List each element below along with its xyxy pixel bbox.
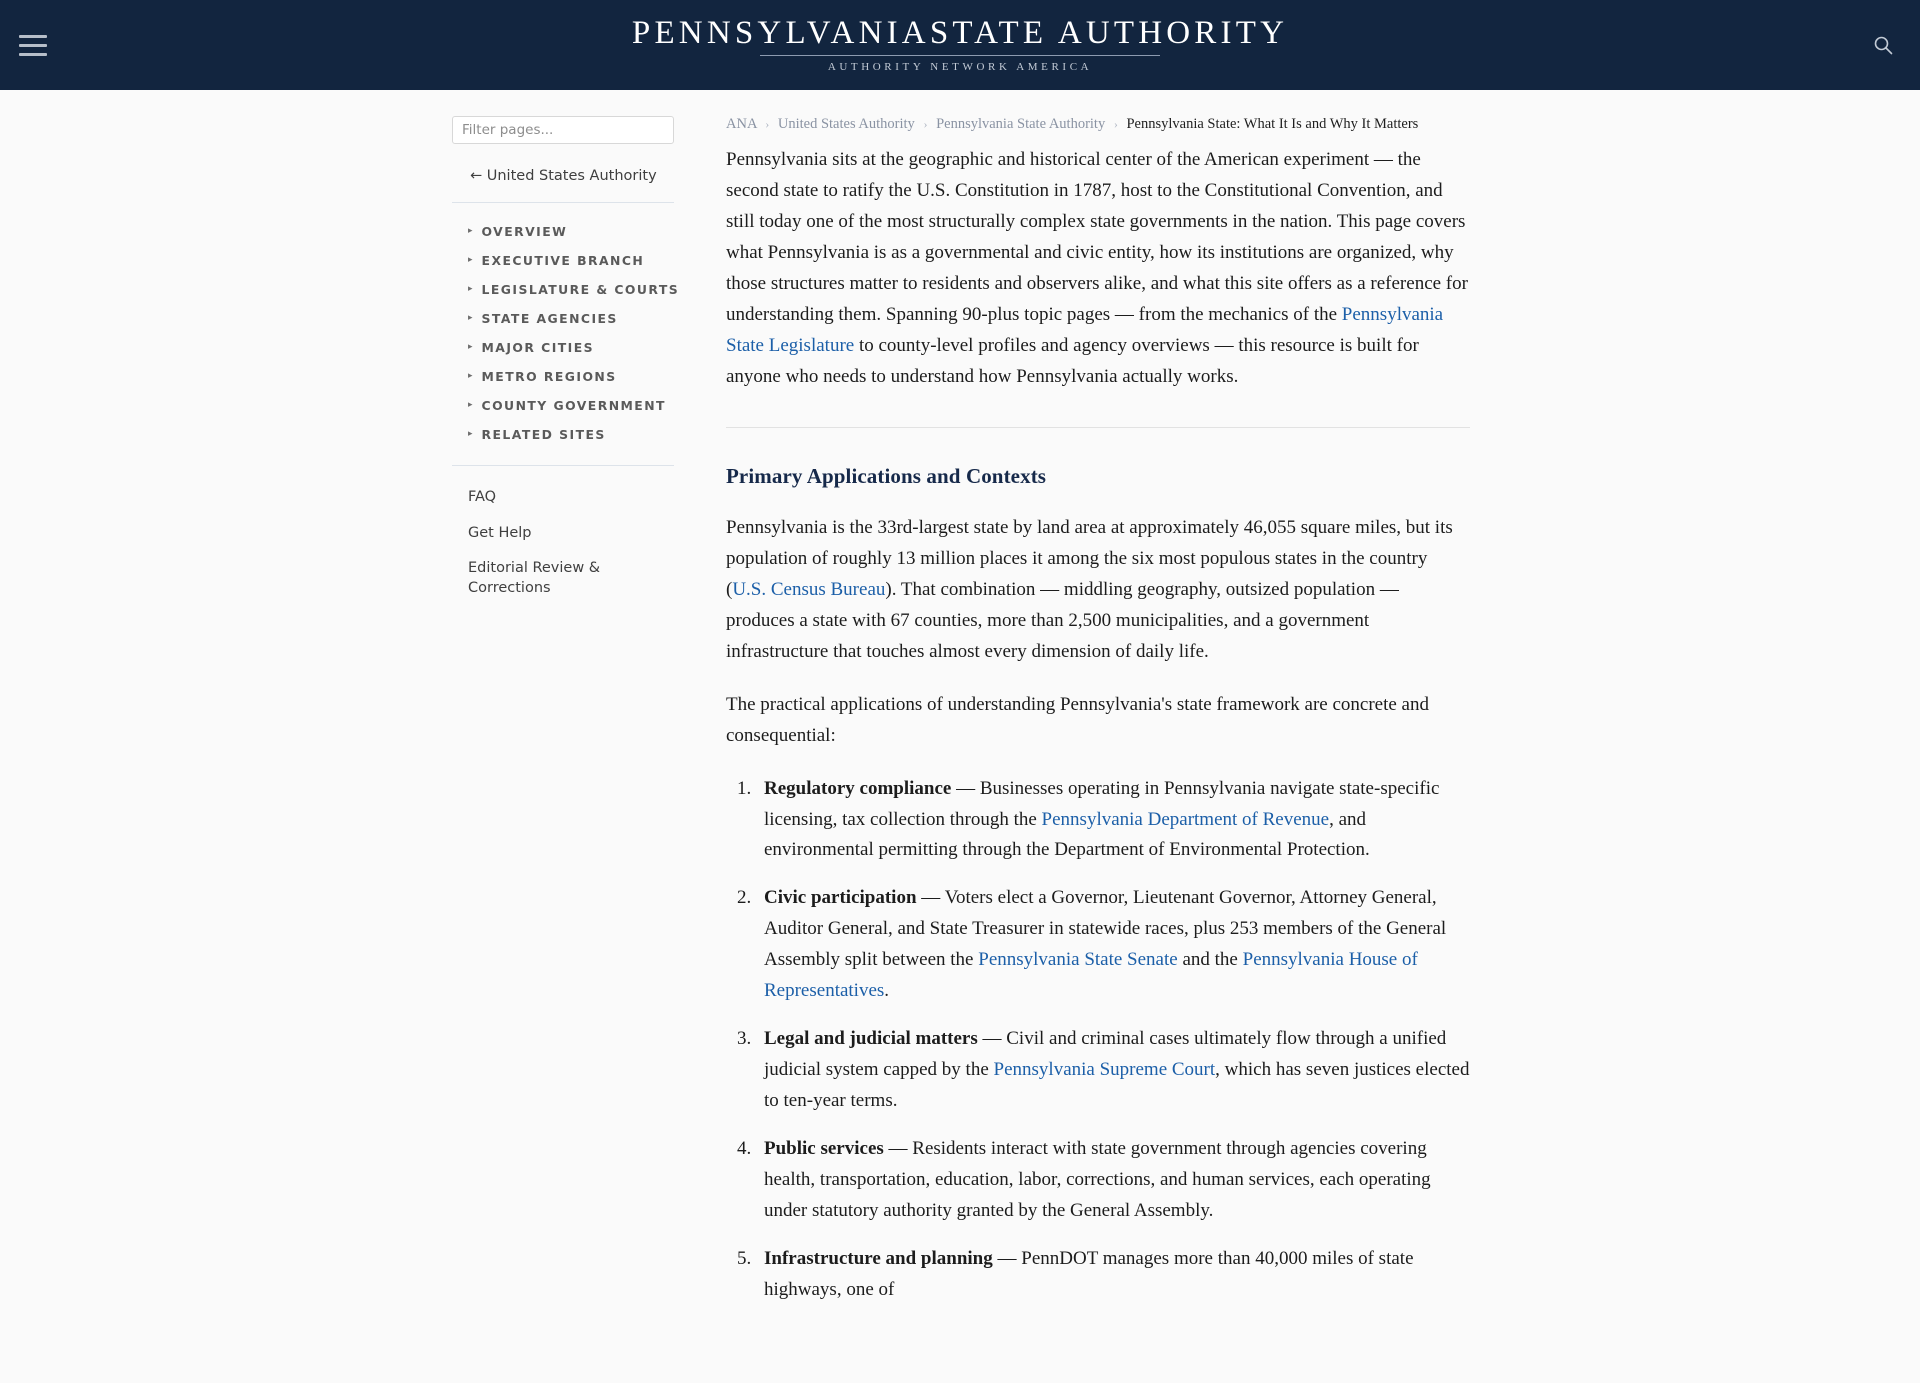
list-item: [756, 774, 1470, 867]
sidebar-item-label: RELATED SITES: [481, 427, 606, 442]
sidebar-item-metro-regions[interactable]: [452, 362, 674, 391]
list-item-term: Legal and judicial matters: [764, 1028, 978, 1050]
list-item-term: Public services: [764, 1138, 884, 1160]
hamburger-icon[interactable]: [14, 28, 52, 62]
hamburger-bar-2: [19, 44, 47, 47]
chevron-right-icon: ▸: [468, 255, 473, 265]
link-pennsylvania-house-of-representatives[interactable]: Pennsylvania House of Representatives: [764, 949, 1418, 1002]
section-heading-primary-applications: Primary Applications and Contexts: [726, 463, 1047, 488]
sidebar-link-editorial-review[interactable]: Editorial Review & Corrections: [468, 560, 601, 596]
sidebar-item-label: EXECUTIVE BRANCH: [481, 253, 645, 268]
search-icon[interactable]: [1866, 28, 1900, 62]
sidebar-item-overview[interactable]: [452, 217, 674, 246]
p2-text-after: ). That combination — middling geography, outsized population — produces a state with 67 counties, more than 2,500 municipalities, and a government infrastructure that touches almost every dimension of daily life.: [726, 578, 1399, 662]
chevron-right-icon: ▸: [468, 226, 473, 236]
list-item-term: Infrastructure and planning: [764, 1248, 993, 1270]
sidebar-link-get-help[interactable]: Get Help: [468, 524, 532, 541]
link-pennsylvania-supreme-court[interactable]: Pennsylvania Supreme Court: [993, 1059, 1216, 1081]
list-item-term: Regulatory compliance: [764, 777, 952, 799]
hamburger-bar-1: [19, 35, 47, 38]
lead-text-after: to county-level profiles and agency overviews — this resource is built for anyone who needs to understand how Pennsylvania actually works.: [726, 334, 1419, 387]
section-divider: [726, 427, 1470, 428]
p2-text-before: Pennsylvania is the 33rd-largest state by land area at approximately 46,055 square miles, but its population of roughly 13 million places it among the six most populous states in the country (: [726, 516, 1453, 600]
sidebar-item-label: OVERVIEW: [481, 224, 568, 239]
site-header: [0, 0, 1920, 90]
sidebar: [452, 116, 680, 646]
hamburger-bar-3: [19, 53, 47, 56]
site-brand[interactable]: [632, 17, 1288, 73]
list-item-text-after: , which has seven justices elected to ten-year terms.: [764, 1059, 1470, 1112]
sidebar-back-link[interactable]: ← United States Authority: [470, 168, 657, 184]
brand-divider: [760, 55, 1160, 56]
list-item: [756, 1244, 1470, 1306]
chevron-right-icon: ▸: [468, 400, 473, 410]
sidebar-item-executive-branch[interactable]: [452, 246, 674, 275]
list-item: [756, 1134, 1470, 1227]
sidebar-item-county-government[interactable]: [452, 391, 674, 420]
chevron-right-icon: ▸: [468, 429, 473, 439]
sidebar-item-label: METRO REGIONS: [481, 369, 617, 384]
list-item-text-before: — PennDOT manages more than 40,000 miles of state highways, one of: [764, 1248, 1414, 1301]
main-content: [726, 116, 1470, 1383]
breadcrumb-separator: ›: [923, 117, 928, 131]
breadcrumb-separator: ›: [1113, 117, 1118, 131]
list-item: [756, 883, 1470, 1007]
list-item: [756, 1024, 1470, 1117]
sidebar-item-related-sites[interactable]: [452, 420, 674, 449]
breadcrumb: [726, 116, 1470, 133]
lead-text-before: Pennsylvania sits at the geographic and historical center of the American experiment — the second state to ratify the U.S. Constitution in 1787, host to the Constitutional Convention, and still today one of the most structurally complex state governments in the nation. This page covers what Pennsylvania is as a governmental and civic entity, how its institutions are organized, why those structures matter to residents and observers alike, and what this site offers as a reference for understanding them. Spanning 90-plus topic pages — from the mechanics of the: [726, 149, 1468, 325]
paragraph-population-stats: [726, 513, 1470, 668]
breadcrumb-separator: ›: [765, 117, 770, 131]
list-item-text-after: , and environmental permitting through the Department of Environmental Protection.: [764, 808, 1370, 861]
filter-pages-input[interactable]: [452, 116, 674, 144]
list-item-term: Civic participation: [764, 887, 917, 909]
link-pennsylvania-state-legislature[interactable]: Pennsylvania State Legislature: [726, 303, 1444, 356]
chevron-right-icon: ▸: [468, 371, 473, 381]
applications-list: [726, 774, 1470, 1307]
sidebar-item-label: STATE AGENCIES: [481, 311, 618, 326]
sidebar-item-label: COUNTY GOVERNMENT: [481, 398, 666, 413]
list-item-text-mid: and the: [1177, 949, 1243, 971]
sidebar-item-legislature-courts[interactable]: [452, 275, 680, 304]
sidebar-item-major-cities[interactable]: [452, 333, 674, 362]
brand-title: PENNSYLVANIASTATE AUTHORITY: [631, 15, 1289, 51]
link-pennsylvania-state-senate[interactable]: Pennsylvania State Senate: [978, 949, 1178, 971]
brand-subtitle: AUTHORITY NETWORK AMERICA: [827, 61, 1093, 73]
breadcrumb-item-ana[interactable]: ANA: [726, 116, 757, 132]
chevron-right-icon: ▸: [468, 342, 473, 352]
sidebar-item-state-agencies[interactable]: [452, 304, 674, 333]
list-item-text-after: .: [884, 980, 890, 1002]
link-us-census-bureau[interactable]: U.S. Census Bureau: [732, 578, 886, 600]
paragraph-practical-applications: The practical applications of understanding Pennsylvania's state framework are concrete and consequential:: [726, 693, 1429, 746]
chevron-right-icon: ▸: [468, 284, 473, 294]
sidebar-nav-list: [452, 203, 680, 449]
sidebar-item-label: LEGISLATURE & COURTS: [481, 282, 680, 297]
page-body: [0, 90, 1920, 1383]
breadcrumb-item-united-states-authority[interactable]: United States Authority: [777, 116, 915, 132]
breadcrumb-item-pennsylvania-state-authority[interactable]: Pennsylvania State Authority: [936, 116, 1106, 132]
list-item-text-before: — Voters elect a Governor, Lieutenant Governor, Attorney General, Auditor General, and State Treasurer in statewide races, plus 253 members of the General Assembly split between the: [764, 887, 1447, 971]
sidebar-util-list: [452, 466, 674, 606]
breadcrumb-current-page: Pennsylvania State: What It Is and Why It Matters: [1126, 116, 1419, 132]
chevron-right-icon: ▸: [468, 313, 473, 323]
list-item-text-before: — Businesses operating in Pennsylvania navigate state-specific licensing, tax collection through the: [764, 777, 1440, 830]
list-item-text-before: — Civil and criminal cases ultimately flow through a unified judicial system capped by the: [764, 1028, 1447, 1081]
list-item-text-before: — Residents interact with state government through agencies covering health, transportation, education, labor, corrections, and human services, each operating under statutory authority granted by the General Assembly.: [764, 1138, 1431, 1222]
lead-paragraph: [726, 145, 1470, 393]
sidebar-item-label: MAJOR CITIES: [481, 340, 595, 355]
sidebar-link-faq[interactable]: FAQ: [468, 489, 497, 505]
link-pennsylvania-department-of-revenue[interactable]: Pennsylvania Department of Revenue: [1041, 808, 1330, 830]
